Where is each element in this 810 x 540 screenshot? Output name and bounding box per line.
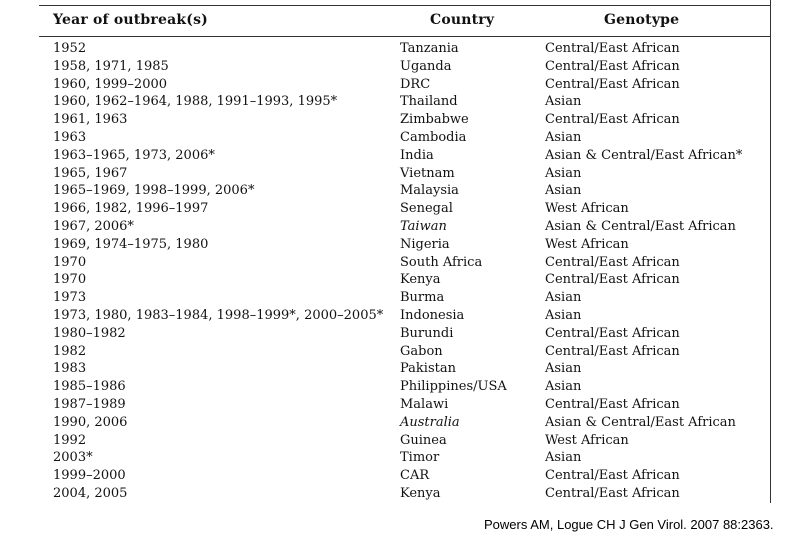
cell-country: Guinea [400,432,447,448]
header-genotype: Genotype [604,12,680,28]
cell-year: 1973, 1980, 1983–1984, 1998–1999*, 2000–2005* [53,308,384,323]
cell-year: 1967, 2006* [53,219,134,234]
cell-year: 2003* [53,450,93,466]
cell-country: Philippines/USA [400,379,507,395]
cell-year: 1961, 1963 [53,112,128,128]
citation: Powers AM, Logue CH J Gen Virol. 2007 88:2363. [484,517,774,532]
table-row [0,200,810,218]
cell-country: Tanzania [400,41,459,56]
cell-year: 1987–1989 [53,397,126,412]
cell-country: Nigeria [400,236,450,252]
cell-genotype: West African [545,201,629,217]
cell-genotype: Central/East African [545,397,680,412]
cell-country: Timor [400,450,440,466]
cell-year: 1963 [53,130,87,145]
table-row [0,289,810,307]
table-row [0,414,810,432]
cell-year: 1965–1969, 1998–1999, 2006* [53,183,255,199]
table-top-rule [39,5,770,6]
cell-genotype: Asian [545,183,582,199]
cell-year: 1965, 1967 [53,165,128,181]
cell-country: India [400,147,434,163]
cell-genotype: Asian [545,290,582,306]
cell-genotype: Central/East African [545,343,680,359]
cell-country: Malaysia [400,183,459,199]
cell-genotype: Asian [545,165,582,181]
table-row [0,111,810,129]
cell-year: 2004, 2005 [53,486,128,501]
cell-genotype: Asian [545,379,582,395]
cell-year: 1990, 2006 [53,414,128,430]
cell-country: Senegal [400,201,453,217]
cell-genotype: Central/East African [545,254,680,270]
cell-genotype: Central/East African [545,486,680,501]
cell-country: Pakistan [400,361,456,377]
cell-genotype: Asian [545,450,582,466]
cell-country: Indonesia [400,308,465,323]
cell-year: 1985–1986 [53,379,126,395]
cell-genotype: Asian [545,130,582,145]
table-row [0,93,810,111]
cell-year: 1970 [53,272,87,288]
table-row [0,396,810,414]
cell-genotype: Asian & Central/East African* [545,147,743,163]
cell-country: Burma [400,290,445,306]
table-row [0,467,810,485]
cell-year: 1983 [53,361,87,377]
cell-genotype: Asian & Central/East African [545,219,736,234]
cell-genotype: Central/East African [545,468,680,484]
cell-country: Cambodia [400,130,467,145]
table-row [0,307,810,325]
table-row [0,254,810,272]
cell-year: 1963–1965, 1973, 2006* [53,147,215,163]
table-row [0,485,810,503]
table-header-rule [39,36,770,37]
table-row [0,236,810,254]
cell-year: 1966, 1982, 1996–1997 [53,201,209,217]
table-row [0,378,810,396]
table-row [0,218,810,236]
cell-country: Gabon [400,343,443,359]
header-country: Country [430,12,495,28]
cell-genotype: Asian & Central/East African [545,414,736,430]
cell-genotype: Central/East African [545,325,680,341]
cell-genotype: West African [545,236,629,252]
cell-genotype: Asian [545,94,582,110]
cell-genotype: Central/East African [545,41,680,56]
cell-country: CAR [400,468,430,484]
cell-genotype: Central/East African [545,112,680,128]
table-row [0,325,810,343]
table-row [0,182,810,200]
cell-country: Kenya [400,486,441,501]
cell-year: 1999–2000 [53,468,126,484]
cell-country: Uganda [400,58,452,74]
table-row [0,360,810,378]
table-row [0,147,810,165]
cell-country: Thailand [400,94,458,110]
cell-country: Zimbabwe [400,112,469,128]
cell-year: 1958, 1971, 1985 [53,58,169,74]
cell-year: 1960, 1999–2000 [53,76,168,92]
cell-genotype: Central/East African [545,76,680,92]
table-row [0,58,810,76]
table-row [0,271,810,289]
cell-year: 1980–1982 [53,325,126,341]
cell-country: Burundi [400,325,454,341]
cell-country: Taiwan [400,219,447,234]
cell-year: 1969, 1974–1975, 1980 [53,236,209,252]
cell-country: Malawi [400,397,449,412]
cell-country: Kenya [400,272,441,288]
table-row [0,76,810,94]
table-row [0,343,810,361]
cell-genotype: West African [545,432,629,448]
cell-country: DRC [400,76,431,92]
table-row [0,432,810,450]
cell-year: 1952 [53,41,87,56]
header-year: Year of outbreak(s) [53,12,208,28]
table-row [0,129,810,147]
table-row [0,40,810,58]
cell-genotype: Asian [545,361,582,377]
cell-year: 1992 [53,432,87,448]
cell-country: Australia [400,414,460,430]
cell-year: 1973 [53,290,87,306]
cell-genotype: Asian [545,308,582,323]
cell-year: 1960, 1962–1964, 1988, 1991–1993, 1995* [53,94,338,110]
cell-year: 1970 [53,254,87,270]
table-row [0,449,810,467]
cell-genotype: Central/East African [545,272,680,288]
table-row [0,165,810,183]
cell-year: 1982 [53,343,87,359]
cell-country: Vietnam [400,165,455,181]
cell-genotype: Central/East African [545,58,680,74]
cell-country: South Africa [400,254,483,270]
